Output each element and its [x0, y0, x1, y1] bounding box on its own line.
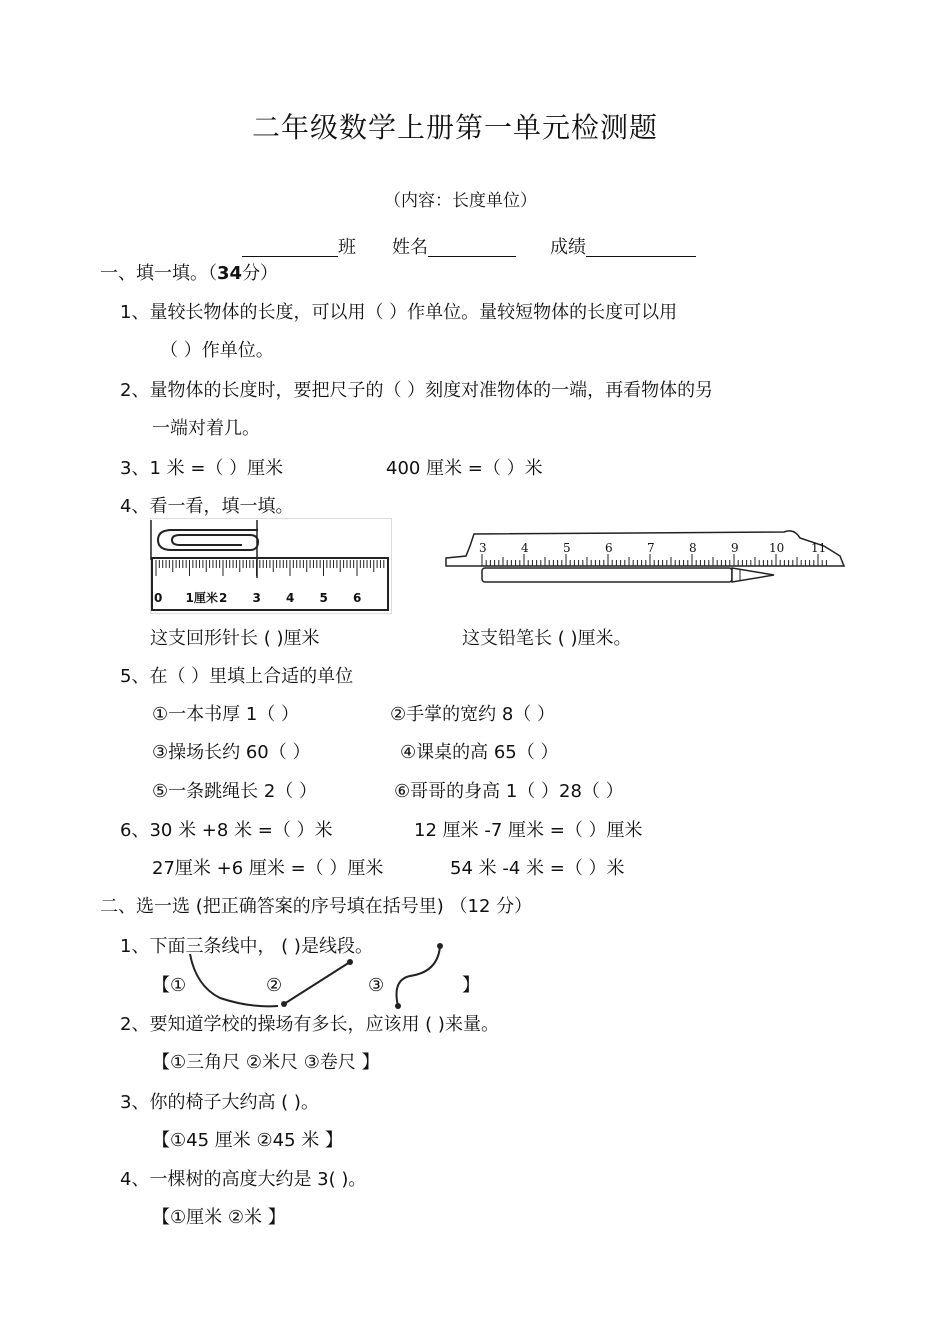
ruler2-label: 5	[563, 541, 571, 555]
section1-heading	[100, 265, 278, 283]
q5-item-5: ⑤一条跳绳长 2（ ）	[152, 781, 318, 802]
ruler2-label: 8	[689, 541, 697, 555]
ruler2-label: 11	[811, 541, 827, 555]
ruler1-label: 5	[319, 591, 328, 605]
ruler2-label: 4	[521, 541, 529, 555]
paperclip-ruler-figure	[150, 518, 392, 614]
section1-heading-text: 一、填一填。（	[100, 263, 217, 284]
q6-item-2: 12 厘米 -7 厘米 =（ ）厘米	[414, 820, 643, 841]
ruler2-label: 6	[605, 541, 613, 555]
s2-q1-option-3: ③	[368, 975, 385, 996]
ruler1-label: 4	[286, 591, 295, 605]
page-title: 二年级数学上册第一单元检测题	[252, 111, 659, 144]
student-info-row	[242, 238, 696, 257]
q1-line2: （ ）作单位。	[160, 340, 274, 361]
s2-q1-option-1: 【①	[152, 975, 187, 996]
s2-q3-stem: 3、你的椅子大约高 ( )。	[120, 1092, 319, 1113]
s2-q4-stem: 4、一棵树的高度大约是 3( )。	[120, 1169, 367, 1190]
s2-q1-close: 】	[462, 975, 480, 996]
q4-caption-pencil: 这支铅笔长 ( )厘米。	[462, 628, 632, 649]
q5-item-1: ①一本书厚 1（ ）	[152, 704, 300, 725]
q4-caption-paperclip: 这支回形针长 ( )厘米	[150, 628, 320, 649]
name-label: 姓名	[392, 237, 428, 258]
s2-q1-option-2: ②	[266, 975, 283, 996]
s2-q3-options: 【①45 厘米 ②45 米 】	[152, 1130, 343, 1151]
paperclip-icon	[158, 530, 258, 550]
q6-item-3: 27厘米 +6 厘米 =（ ）厘米	[152, 858, 384, 879]
class-label: 班	[338, 237, 356, 258]
class-blank[interactable]	[242, 238, 338, 257]
pencil-ruler-figure	[444, 526, 848, 588]
q6-item-4: 54 米 -4 米 =（ ）米	[450, 858, 625, 879]
s2-q1-stem: 1、下面三条线中， ( )是线段。	[120, 936, 373, 957]
q3-part2: 400 厘米 =（ ）米	[386, 458, 543, 479]
ruler1-label: 0	[154, 591, 163, 605]
segment-line-2	[284, 962, 350, 1004]
subtitle: （内容：长度单位）	[384, 191, 537, 211]
q2-line2: 一端对着几。	[152, 418, 260, 439]
ruler1-label: 3	[252, 591, 261, 605]
q5-item-6: ⑥哥哥的身高 1（ ）28（ ）	[394, 781, 624, 802]
pencil-icon	[482, 568, 774, 582]
q6-item-1: 6、30 米 +8 米 =（ ）米	[120, 820, 333, 841]
curve-line-1	[190, 954, 278, 1006]
section2-heading: 二、选一选 (把正确答案的序号填在括号里) （12 分）	[100, 896, 533, 917]
name-blank[interactable]	[428, 238, 516, 257]
s2-q4-options: 【①厘米 ②米 】	[152, 1207, 286, 1228]
q5-item-2: ②手掌的宽约 8（ ）	[390, 704, 556, 725]
q5-stem: 5、在（ ）里填上合适的单位	[120, 666, 354, 687]
q5-item-3: ③操场长约 60（ ）	[152, 742, 311, 763]
ruler1-label: 1厘米	[185, 591, 218, 605]
ruler2-label: 7	[647, 541, 655, 555]
section1-points: 34	[217, 263, 243, 284]
three-lines-figure	[180, 936, 460, 1014]
q4-stem: 4、看一看，填一填。	[120, 496, 294, 517]
s2-q2-stem: 2、要知道学校的操场有多长，应该用 ( )来量。	[120, 1014, 499, 1035]
score-blank[interactable]	[586, 238, 696, 257]
ruler2-label: 9	[731, 541, 739, 555]
ruler1-label: 2	[219, 591, 228, 605]
q2-line1: 2、量物体的长度时，要把尺子的（ ）刻度对准物体的一端，再看物体的另	[120, 380, 714, 401]
q1-line1: 1、量较长物体的长度，可以用（ ）作单位。量较短物体的长度可以用	[120, 302, 678, 323]
ruler2-label: 3	[479, 541, 487, 555]
q5-item-4: ④课桌的高 65（ ）	[400, 742, 559, 763]
ruler2-label: 10	[769, 541, 785, 555]
wavy-line-3	[397, 946, 441, 1006]
section1-heading-end: 分）	[242, 263, 279, 284]
score-label: 成绩	[550, 237, 586, 258]
q3-part1: 3、1 米 =（ ）厘米	[120, 458, 284, 479]
s2-q2-options: 【①三角尺 ②米尺 ③卷尺 】	[152, 1052, 380, 1073]
ruler1-label: 6	[353, 591, 362, 605]
